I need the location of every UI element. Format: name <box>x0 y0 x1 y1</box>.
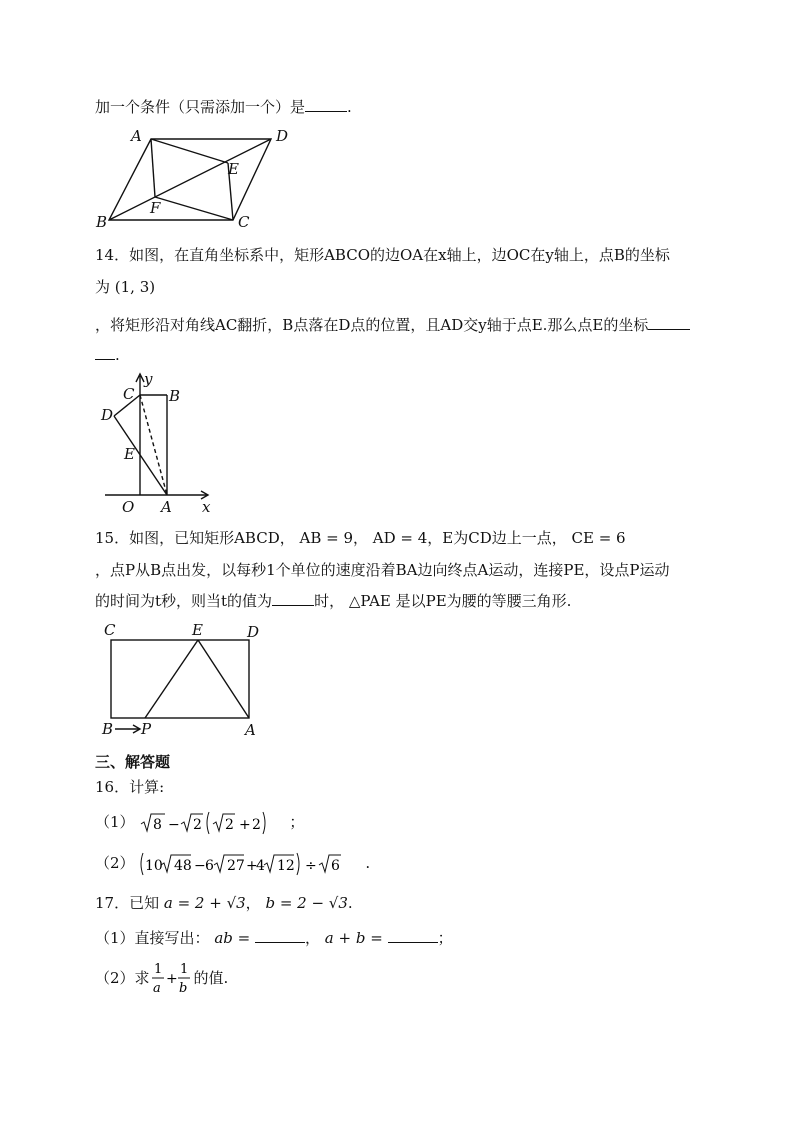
svg-text:27: 27 <box>227 858 246 874</box>
q17-part1: （1）直接写出： ab = ， a + b = ； <box>95 929 453 947</box>
label-d: D <box>276 127 289 145</box>
label-x: x <box>202 498 211 516</box>
q17-title: 17．已知 a = 2 + √3， b = 2 − √3. <box>95 894 353 912</box>
q17-p1-text: （1）直接写出： <box>95 929 210 947</box>
q16-part2 <box>95 851 370 877</box>
q15-line1: 15．如图，已知矩形ABCD， AB = 9， AD = 4，E为CD边上一点， CE = 6 <box>95 529 626 547</box>
svg-text:+: + <box>165 971 178 987</box>
label-y: y <box>144 370 153 388</box>
svg-text:b: b <box>178 981 187 996</box>
q17-ab: ab = <box>214 929 251 947</box>
svg-text:−: − <box>168 817 181 833</box>
svg-text:2: 2 <box>225 817 235 833</box>
svg-text:6: 6 <box>205 858 215 874</box>
q16-p2-num: （2） <box>95 854 135 872</box>
q15-line3b: 时， △PAE 是以PE为腰的等腰三角形. <box>314 592 572 610</box>
figure-13-parallelogram <box>95 125 295 230</box>
q13-tail: 加一个条件（只需添加一个）是 . <box>95 98 352 116</box>
q16-title: 16．计算: <box>95 778 165 796</box>
q14-blank-a <box>648 315 690 330</box>
svg-text:10: 10 <box>145 858 164 874</box>
label-d: D <box>247 623 260 641</box>
label-b: B <box>96 213 108 230</box>
diagonal-ca <box>140 395 167 495</box>
svg-text:8: 8 <box>153 817 163 833</box>
q17-blank-apb <box>388 928 438 943</box>
q14-line4 <box>95 345 120 365</box>
q17-a-expr: a = 2 + √3 <box>163 894 246 912</box>
q14-line2: 为 (1, 3) <box>95 278 156 296</box>
label-a: A <box>131 127 142 145</box>
segment-ae <box>151 139 228 163</box>
q14-line4-end: . <box>115 346 120 364</box>
section-3-heading: 三、解答题 <box>95 753 171 771</box>
q14-line1: 14．如图，在直角坐标系中，矩形ABCO的边OA在x轴上，边OC在y轴上，点B的坐标 <box>95 246 670 264</box>
label-e: E <box>124 445 135 463</box>
svg-text:1: 1 <box>179 962 188 977</box>
label-o: O <box>122 498 135 516</box>
svg-text:−: − <box>194 858 207 874</box>
q17-p2-fraction <box>150 958 194 998</box>
q15-blank <box>272 591 314 606</box>
label-c: C <box>238 213 250 230</box>
q13-text: 加一个条件（只需添加一个）是 <box>95 98 306 116</box>
figure-14-coordinate <box>95 368 225 518</box>
segment-pe <box>145 640 198 718</box>
q17-p2-end: 的值. <box>193 969 229 987</box>
svg-text:12: 12 <box>277 858 296 874</box>
label-p: P <box>141 720 152 738</box>
q14-line3-text: ，将矩形沿对角线AC翻折，B点落在D点的位置，且AD交y轴于点E.那么点E的坐标 <box>95 316 649 334</box>
q16-p1-expression <box>139 810 289 836</box>
svg-text:1: 1 <box>153 962 162 977</box>
q17-title-text: 17．已知 <box>95 894 160 912</box>
label-c: C <box>123 385 135 403</box>
svg-text:6: 6 <box>331 858 341 874</box>
q16-p1-num: （1） <box>95 813 135 831</box>
segment-fc <box>155 197 233 220</box>
label-c: C <box>104 622 116 639</box>
svg-text:÷: ÷ <box>305 858 318 874</box>
label-a: A <box>161 498 172 516</box>
segment-ea <box>198 640 249 718</box>
label-a: A <box>245 721 256 739</box>
svg-text:+: + <box>239 817 252 833</box>
q16-part1 <box>95 810 304 836</box>
q15-line2: ，点P从B点出发，以每秒1个单位的速度沿着BA边向终点A运动，连接PE，设点P运动 <box>95 561 670 579</box>
q14-blank-b <box>95 345 115 360</box>
segment-af <box>151 139 155 197</box>
label-e: E <box>228 160 239 178</box>
svg-text:a: a <box>152 981 161 996</box>
svg-text:2: 2 <box>193 817 203 833</box>
q17-b-expr: b = 2 − √3 <box>265 894 348 912</box>
label-e: E <box>192 622 203 639</box>
q14-line3 <box>95 315 690 335</box>
label-b: B <box>102 720 114 738</box>
q17-apb: a + b = <box>324 929 383 947</box>
label-d: D <box>101 406 114 424</box>
q17-p2-text: （2）求 <box>95 969 150 987</box>
q15-line3 <box>95 591 571 611</box>
q16-p2-expression <box>139 851 365 877</box>
figure-15-rectangle <box>95 622 270 742</box>
q16-p1-end: ； <box>289 813 305 831</box>
label-b: B <box>169 387 181 405</box>
svg-text:48: 48 <box>174 858 193 874</box>
rectangle-abcd <box>111 640 249 718</box>
q17-part2 <box>95 958 228 998</box>
q15-line3a: 的时间为t秒，则当t的值为 <box>95 592 273 610</box>
svg-text:2: 2 <box>252 817 262 833</box>
svg-text:4: 4 <box>256 858 266 874</box>
q13-blank <box>305 97 347 112</box>
q16-p2-end: . <box>365 854 371 872</box>
svg-text:+: + <box>246 858 259 874</box>
label-f: F <box>150 199 161 217</box>
q17-blank-ab <box>255 928 305 943</box>
